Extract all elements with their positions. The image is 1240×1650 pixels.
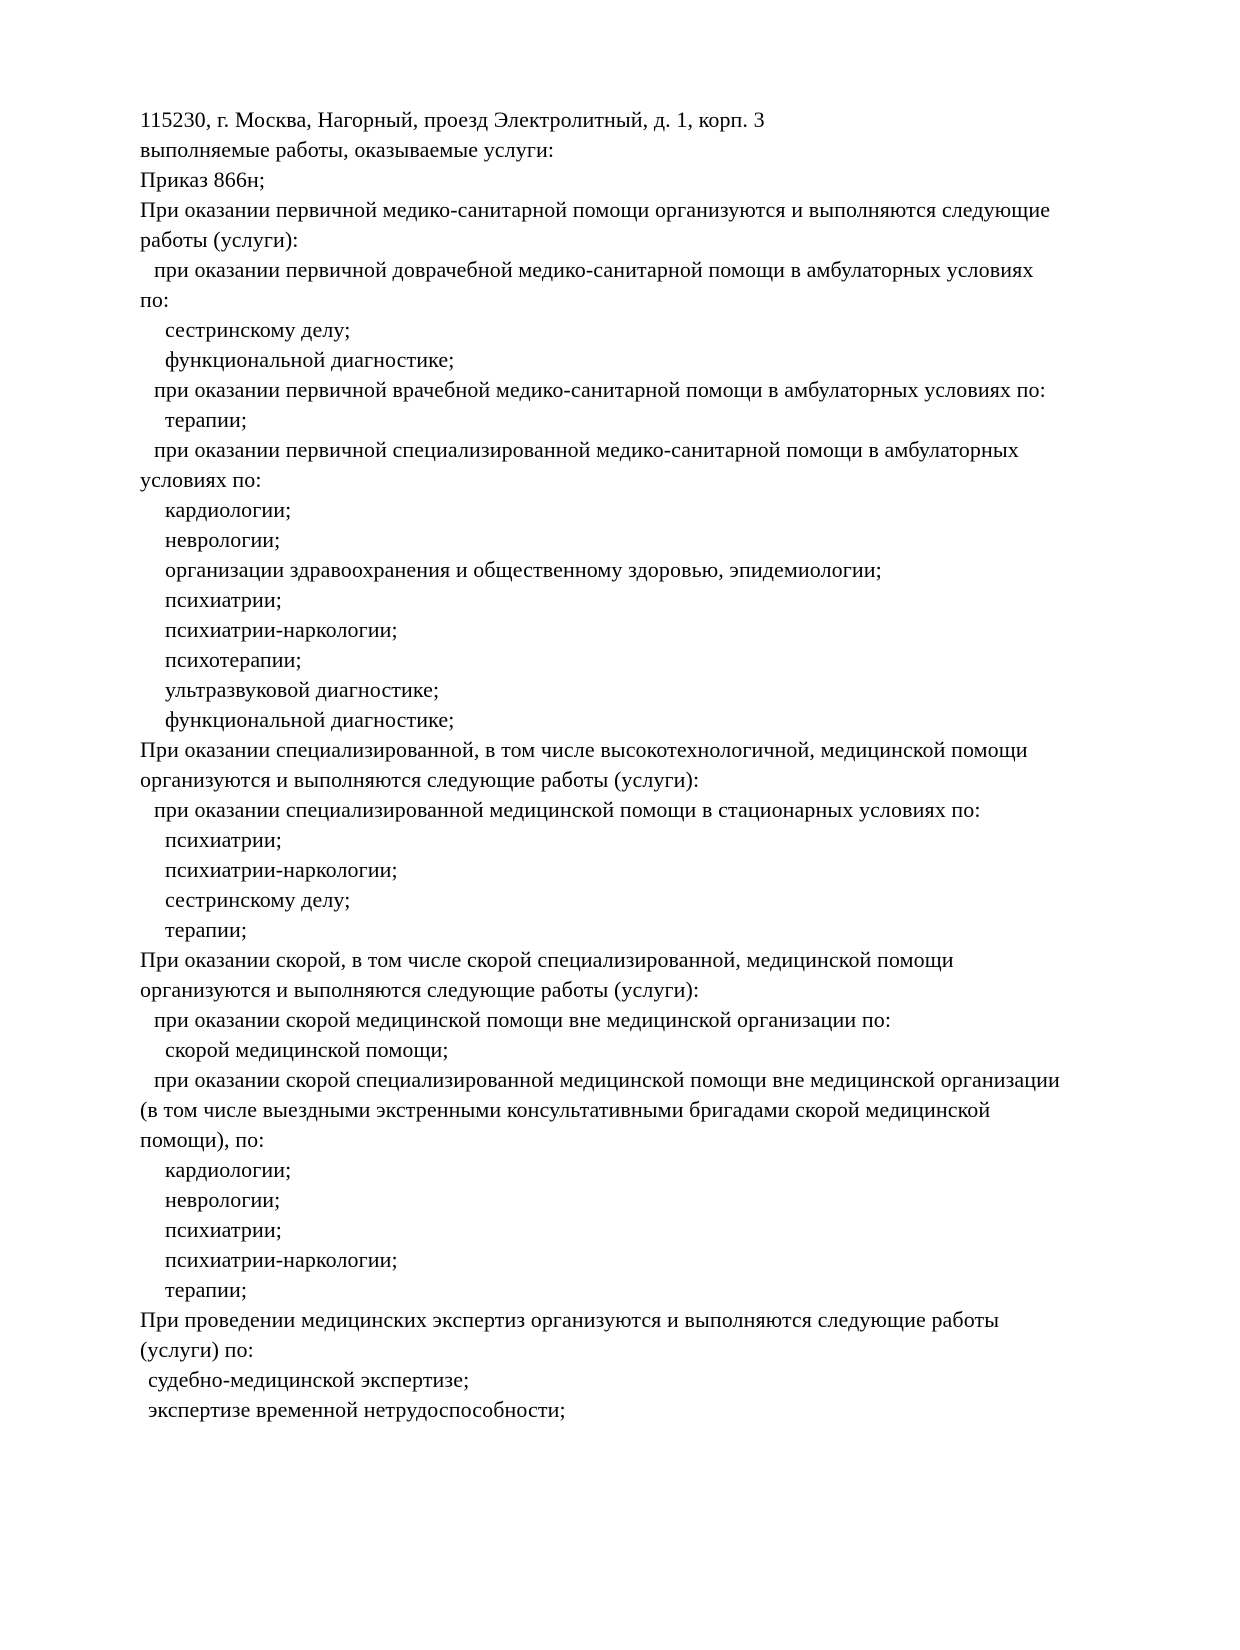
- document-line: терапии;: [165, 407, 248, 432]
- document-line: терапии;: [165, 1277, 248, 1302]
- document-line: сестринскому делу;: [165, 317, 351, 342]
- document-line: судебно-медицинской экспертизе;: [148, 1367, 470, 1392]
- document-line: при оказании первичной доврачебной медико-санитарной помощи в амбулаторных условиях: [154, 257, 1034, 282]
- document-line: по:: [140, 287, 170, 312]
- document-line: организуются и выполняются следующие работы (услуги):: [140, 977, 700, 1002]
- document-line: при оказании первичной специализированной медико-санитарной помощи в амбулаторных: [154, 437, 1019, 462]
- document-line: кардиологии;: [165, 1157, 292, 1182]
- document-line: (в том числе выездными экстренными консультативными бригадами скорой медицинской: [140, 1097, 991, 1122]
- document-line: психиатрии-наркологии;: [165, 857, 398, 882]
- document-line: при оказании скорой специализированной медицинской помощи вне медицинской организации: [154, 1067, 1060, 1092]
- document-line: неврологии;: [165, 1187, 281, 1212]
- document-line: экспертизе временной нетрудоспособности;: [148, 1397, 566, 1422]
- document-line: условиях по:: [140, 467, 262, 492]
- document-line: психиатрии-наркологии;: [165, 1247, 398, 1272]
- document-line: При оказании скорой, в том числе скорой специализированной, медицинской помощи: [140, 947, 954, 972]
- document-text-block: [140, 105, 1185, 1425]
- document-line: (услуги) по:: [140, 1337, 254, 1362]
- document-line: ультразвуковой диагностике;: [165, 677, 440, 702]
- document-line: функциональной диагностике;: [165, 347, 455, 372]
- document-line: Приказ 866н;: [140, 167, 266, 192]
- document-line: организуются и выполняются следующие работы (услуги):: [140, 767, 700, 792]
- document-line: психиатрии-наркологии;: [165, 617, 398, 642]
- document-line: при оказании специализированной медицинской помощи в стационарных условиях по:: [154, 797, 981, 822]
- document-line: При проведении медицинских экспертиз организуются и выполняются следующие работы: [140, 1307, 1000, 1332]
- document-line: психиатрии;: [165, 587, 282, 612]
- document-line: психиатрии;: [165, 1217, 282, 1242]
- document-line: психотерапии;: [165, 647, 302, 672]
- document-line: выполняемые работы, оказываемые услуги:: [140, 137, 555, 162]
- document-line: помощи), по:: [140, 1127, 265, 1152]
- document-line: скорой медицинской помощи;: [165, 1037, 449, 1062]
- document-line: функциональной диагностике;: [165, 707, 455, 732]
- document-line: сестринскому делу;: [165, 887, 351, 912]
- document-line: кардиологии;: [165, 497, 292, 522]
- document-line: терапии;: [165, 917, 248, 942]
- document-line: при оказании первичной врачебной медико-санитарной помощи в амбулаторных условиях по:: [154, 377, 1046, 402]
- document-line: работы (услуги):: [140, 227, 299, 252]
- document-line: организации здравоохранения и общественному здоровью, эпидемиологии;: [165, 557, 882, 582]
- document-line: неврологии;: [165, 527, 281, 552]
- document-line: 115230, г. Москва, Нагорный, проезд Электролитный, д. 1, корп. 3: [140, 107, 765, 132]
- document-line: при оказании скорой медицинской помощи вне медицинской организации по:: [154, 1007, 892, 1032]
- document-line: При оказании специализированной, в том числе высокотехнологичной, медицинской помощи: [140, 737, 1028, 762]
- document-line: При оказании первичной медико-санитарной помощи организуются и выполняются следующие: [140, 197, 1051, 222]
- document-line: психиатрии;: [165, 827, 282, 852]
